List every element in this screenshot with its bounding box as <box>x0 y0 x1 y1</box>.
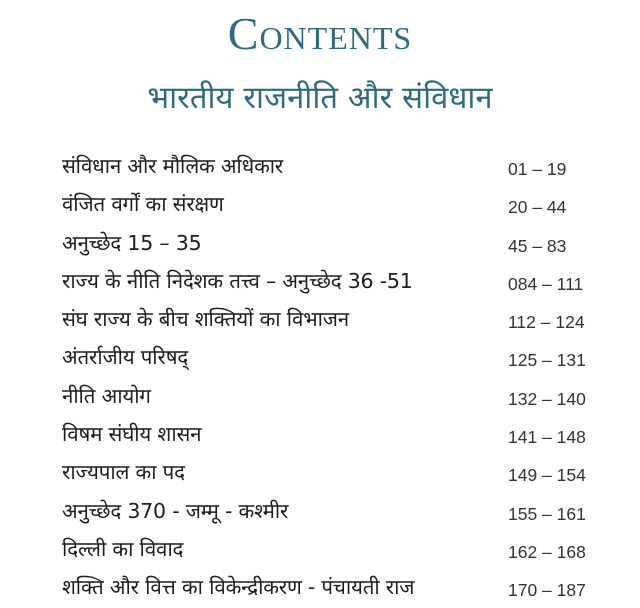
toc-entry-title: संविधान और मौलिक अधिकार <box>62 154 284 178</box>
toc-entry[interactable] <box>0 569 640 607</box>
toc-entry-pages: 125 – 131 <box>508 350 586 371</box>
toc-entry[interactable] <box>0 301 640 339</box>
toc-entry-pages: 162 – 168 <box>508 541 586 562</box>
toc-entry-title: वंजित वर्गों का संरक्षण <box>62 192 224 217</box>
toc-entry-pages: 141 – 148 <box>508 427 586 448</box>
toc-entry[interactable] <box>0 454 640 492</box>
toc-entry-pages: 132 – 140 <box>508 388 586 409</box>
toc-entry-pages: 01 – 19 <box>508 159 567 179</box>
toc-entry-title: संघ राज्य के बीच शक्तियों का विभाजन <box>62 307 349 332</box>
toc-entry-title: शक्ति और वित्त का विकेन्द्रीकरण - पंचायती राज <box>62 575 415 600</box>
toc-entry-pages: 45 – 83 <box>508 235 567 256</box>
toc-entry[interactable] <box>0 416 640 454</box>
toc-entry[interactable] <box>0 186 640 224</box>
toc-entry-title: राज्यपाल का पद <box>62 460 185 485</box>
toc-entry[interactable] <box>0 493 640 531</box>
toc-entry-title: नीति आयोग <box>62 383 151 408</box>
toc-entry[interactable] <box>0 263 640 301</box>
toc-entry-pages: 149 – 154 <box>508 465 586 486</box>
toc-entry-pages: 20 – 44 <box>508 197 567 218</box>
toc-entry-pages: 112 – 124 <box>508 312 585 333</box>
section-subtitle: भारतीय राजनीति और संविधान <box>147 80 493 116</box>
toc-entry-title: राज्य के नीति निदेशक तत्त्व – अनुच्छेद 36 -51 <box>62 268 413 293</box>
toc-entry[interactable] <box>0 225 640 263</box>
toc-entry[interactable] <box>0 339 640 377</box>
toc-entry-pages: 084 – 111 <box>508 273 584 294</box>
table-of-contents <box>0 148 640 608</box>
toc-entry-pages: 155 – 161 <box>508 503 586 524</box>
toc-entry-title: विषम संघीय शासन <box>62 422 202 447</box>
toc-entry-title: दिल्ली का विवाद <box>62 536 184 561</box>
toc-entry[interactable] <box>0 531 640 569</box>
toc-entry[interactable] <box>0 378 640 416</box>
toc-entry[interactable] <box>0 148 640 186</box>
toc-entry-title: अंतर्राजीय परिषद् <box>62 345 189 370</box>
toc-entry-pages: 170 – 187 <box>508 580 586 601</box>
toc-entry-title: अनुच्छेद 15 – 35 <box>62 230 202 255</box>
page-title: Contents <box>227 8 413 59</box>
toc-entry-title: अनुच्छेद 370 - जम्मू - कश्मीर <box>62 498 289 523</box>
